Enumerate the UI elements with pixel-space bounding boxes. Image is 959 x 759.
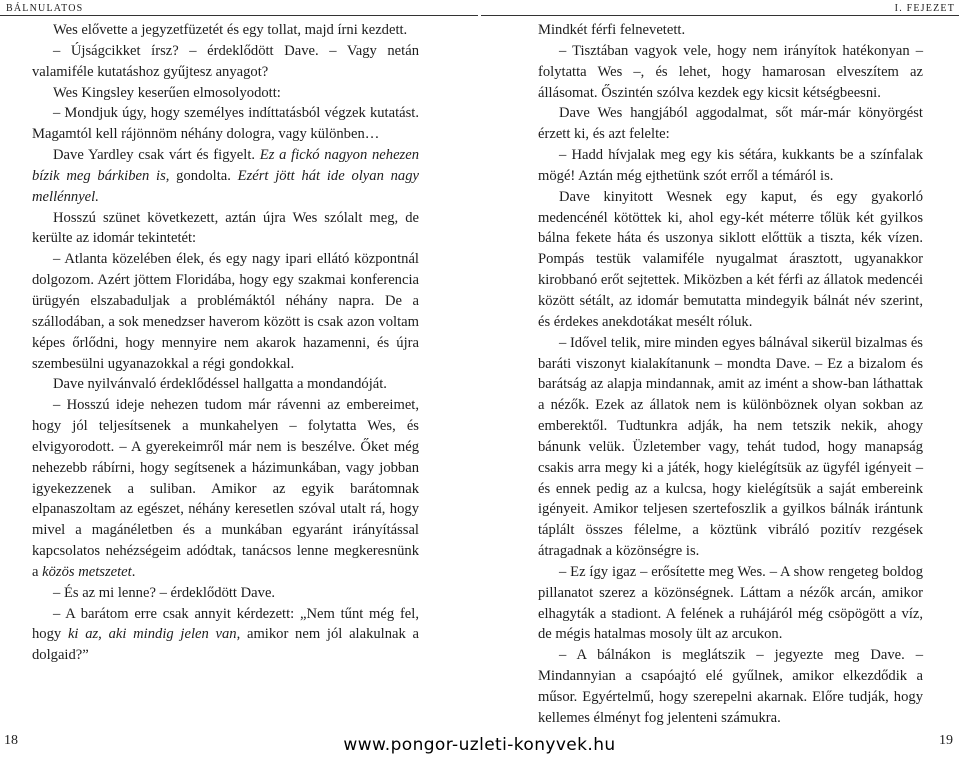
text-run: Dave Yardley csak várt és figyelt.	[53, 147, 260, 164]
paragraph	[538, 187, 923, 333]
left-page-text	[32, 20, 419, 666]
running-header-left: BÁLNULATOS	[6, 3, 84, 14]
text-run: – A barátom erre csak annyit kérdezett: „Nem tűnt még fel, hogy	[32, 605, 419, 643]
paragraph	[538, 145, 923, 187]
running-header-right: I. FEJEZET	[894, 3, 955, 14]
text-run: – A bálnákon is meglátszik – jegyezte meg Dave. – Mindannyian a csapóajtó elé gyűlnek, amikor elkezdődik a műsor. Egyértelmű, hogy szerepelni akarnak. Előre tudják, hogy kellemes élményt fog jelenteni számukra.	[538, 647, 923, 726]
text-run: – Ez így igaz – erősítette meg Wes. – A show rengeteg boldog pillanatot szerez a közönségnek. Láttam a nézők arcán, amikor elhagyták a stadiont. A felének a ruhájáról még csöpögött a víz, de mégis hatalmas mosoly ült az arcukon.	[538, 563, 923, 643]
italic-text: ki az, aki mindig jelen van	[67, 626, 237, 643]
text-run: Mindkét férfi felnevetett.	[538, 22, 686, 38]
paragraph	[32, 20, 419, 41]
italic-text: közös metszetet	[42, 563, 132, 580]
text-run: Dave nyilvánvaló érdeklődéssel hallgatta a mondandóját.	[53, 376, 387, 393]
page-number-left: 18	[4, 733, 18, 748]
text-run: – Tisztában vagyok vele, hogy nem irányítok hatékonyan – folytatta Wes –, és lehet, hogy hamarosan elveszítem az állásomat. Őszintén szólva kezdek egy kicsit kétségbeesni.	[538, 42, 923, 101]
paragraph	[538, 562, 923, 645]
text-run: – Hosszú ideje nehezen tudom már rávenni az embereimet, hogy jól teljesítsenek a munkahelyen – folytatta Wes, és elvigyorodott. – A gyerekeimről már nem is beszélve. Őket még nehezebb rábírni, hogy segítsenek a házimunkában, vagy jobban igyekezzenek a suliban. Amikor az egyik barátomnak elpanaszoltam az egészet, néhány keresetlen szóval utalt rá, hogy mivel a magánéletben és a munkában egyaránt irányítással kapcsolatos nehézségeim adódtak, tanácsos lenne megkeresnünk a	[32, 397, 419, 580]
italic-text: Ezért jött hát ide olyan nagy mellénnyel.	[32, 167, 419, 205]
text-run: – Hadd hívjalak meg egy kis sétára, kukkants be a színfalak mögé! Aztán még ejthetünk szót erről a témáról is.	[538, 147, 923, 184]
text-run: Dave kinyitott Wesnek egy kaput, és egy gyakorló medencénél kötöttek ki, ahol egy-két méterre tőlük két gyilkos bálna fekete háta és uszonya siklott előttük a tiszta, kék vízen. Pompás testük valamiféle nyugalmat árasztott, ugyanakkor kirobbanó erőt sejtettek. Miközben a két férfi az állatok medencéi között sétált, az idomár bemutatta mindegyik bálnát név szerint, és érdekes anekdotákat mesélt róluk.	[538, 188, 923, 330]
text-run: gondolta.	[169, 167, 238, 184]
text-run: – Újságcikket írsz? – érdeklődött Dave. – Vagy netán valamiféle kutatáshoz gyűjtesz anyagot?	[32, 42, 419, 80]
footer-url: www.pongor-uzleti-konyvek.hu	[343, 735, 616, 755]
text-run: .	[131, 563, 136, 580]
header-rule-left	[0, 15, 478, 16]
paragraph	[538, 645, 923, 728]
header-rule-right	[481, 15, 959, 16]
paragraph	[32, 249, 419, 374]
paragraph	[32, 145, 419, 208]
page-number-right: 19	[939, 733, 953, 748]
paragraph	[32, 604, 419, 667]
paragraph	[32, 208, 419, 250]
text-run: – És az mi lenne? – érdeklődött Dave.	[53, 584, 276, 601]
paragraph	[32, 583, 419, 604]
paragraph	[32, 395, 419, 583]
paragraph	[538, 333, 923, 562]
paragraph	[32, 41, 419, 83]
text-run: , amikor nem jól alakulnak a dolgaid?”	[32, 626, 420, 664]
text-run: – Mondjuk úgy, hogy személyes indíttatásból végzek kutatást. Magamtól kell rájönnöm néhány dologra, vagy különben…	[32, 105, 419, 143]
italic-text: Ez a fickó nagyon nehezen bízik meg bárkiben is,	[32, 147, 419, 184]
text-run: Wes Kingsley keserűen elmosolyodott:	[53, 84, 281, 101]
text-run: Hosszú szünet következett, aztán újra Wes szólalt meg, de kerülte az idomár tekintetét:	[32, 209, 419, 247]
paragraph	[538, 103, 923, 145]
right-page-text	[538, 20, 923, 729]
text-run: – Idővel telik, mire minden egyes bálnával sikerül bizalmas és baráti viszonyt kialakítanunk – mondta Dave. – Ez a bizalom és barátság az alapja mindannak, amit az imént a show-ban láthattak a nézők. Ezek az állatok nem is különböznek olyan sokban az emberektől. Tudtunkra adják, ha nem tetszik nekik, ahogy bánunk velük. Üzletember vagy, tehát tudod, hogy manapság csakis arra megy ki a játék, hogy kielégítsük az ügyfél igényeit – és ennek pedig az a kulcsa, hogy kielégítsük a saját embereink igényeit. Amikor teljesen szertefoszlik a gyilkos bálnák irántunk táplált összes félelme, a köztünk vibráló pozitív rezgések átragadnak a közönségre is.	[538, 334, 923, 560]
paragraph	[32, 83, 419, 104]
text-run: Wes elővette a jegyzetfüzetét és egy tollat, majd írni kezdett.	[53, 22, 408, 38]
paragraph	[32, 103, 419, 145]
paragraph	[32, 374, 419, 395]
text-run: – Atlanta közelében élek, és egy nagy ipari ellátó központnál dolgozom. Azért jöttem Floridába, hogy egy szakmai konferencia ürügyén elszabaduljak a problémáktól néhány napra. De a szállodában, a sok menedzser haverom között is csak azon voltam képes őrlődni, hogy mennyire nem akarok hazamenni, és újra szembesülni ugyanazokkal a régi gondokkal.	[32, 251, 419, 372]
paragraph	[538, 20, 923, 41]
paragraph	[538, 41, 923, 104]
text-run: Dave Wes hangjából aggodalmat, sőt már-már könyörgést érzett ki, és azt felelte:	[538, 105, 923, 143]
